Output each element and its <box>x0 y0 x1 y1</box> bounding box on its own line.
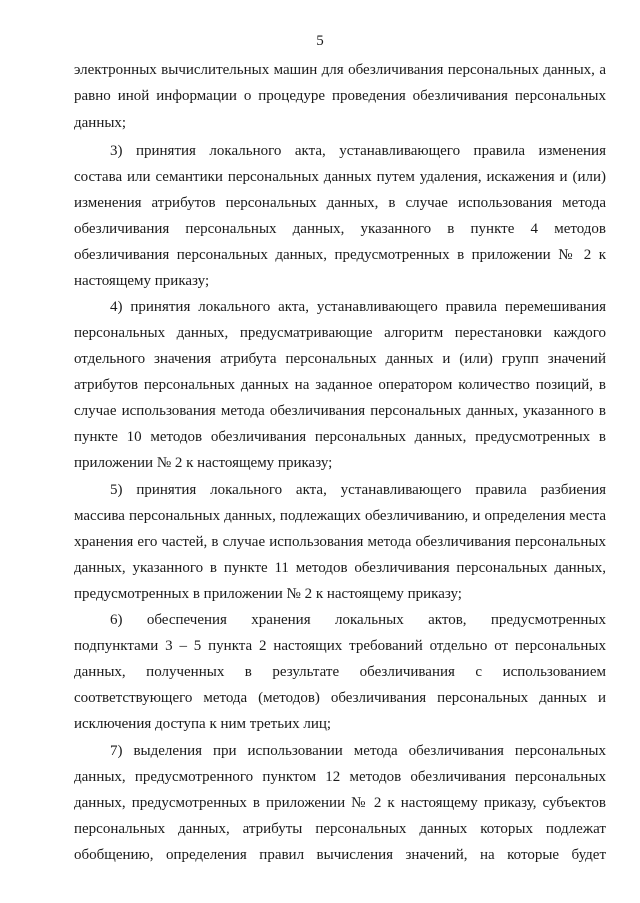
text-line: 4) принятия локального акта, устанавливающего правила перемешивания <box>110 299 606 315</box>
text-line: соответствующего метода (методов) обезличивания персональных данных и <box>74 690 606 706</box>
text-line: атрибутов персональных данных на заданное оператором количество позиций, в <box>74 377 606 393</box>
text-line: массива персональных данных, подлежащих обезличиванию, и определения места <box>74 508 606 524</box>
text-line: 3) принятия локального акта, устанавливающего правила изменения <box>110 143 606 159</box>
text-line: приложении № 2 к настоящему приказу; <box>74 455 333 471</box>
text-line: отдельного значения атрибута персональных данных и (или) групп значений <box>74 351 606 367</box>
text-line: данных, предусмотренного пунктом 12 методов обезличивания персональных <box>74 769 606 785</box>
text-line: 5) принятия локального акта, устанавливающего правила разбиения <box>110 482 606 498</box>
text-line: персональных данных, атрибуты персональных данных которых подлежат <box>74 821 606 837</box>
text-line: равно иной информации о процедуре проведения обезличивания персональных <box>74 88 606 104</box>
text-line: случае использования метода обезличивания персональных данных, указанного в <box>74 403 606 419</box>
text-line: данных, предусмотренных в приложении № 2 к настоящему приказу, субъектов <box>74 795 606 811</box>
text-line: предусмотренных в приложении № 2 к настоящему приказу; <box>74 586 462 602</box>
text-line: изменения атрибутов персональных данных, в случае использования метода <box>74 195 606 211</box>
text-line: обобщению, определения правил вычисления значений, на которые будет <box>74 847 606 863</box>
text-line: обезличивания персональных данных, указанного в пункте 4 методов <box>74 221 606 237</box>
text-line: данных, полученных в результате обезличивания с использованием <box>74 664 606 680</box>
text-line: 7) выделения при использовании метода обезличивания персональных <box>110 743 606 759</box>
text-line: персональных данных, предусматривающие алгоритм перестановки каждого <box>74 325 606 341</box>
text-line: электронных вычислительных машин для обезличивания персональных данных, а <box>74 62 606 78</box>
text-line: обезличивания персональных данных, предусмотренных в приложении № 2 к <box>74 247 606 263</box>
text-line: данных; <box>74 115 127 131</box>
page-number: 5 <box>316 33 324 49</box>
text-line: 6) обеспечения хранения локальных актов, предусмотренных <box>110 612 606 628</box>
text-line: пункте 10 методов обезличивания персональных данных, предусмотренных в <box>74 429 606 445</box>
text-line: настоящему приказу; <box>74 273 210 289</box>
text-line: хранения его частей, в случае использования метода обезличивания персональных <box>74 534 606 550</box>
text-line: исключения доступа к ним третьих лиц; <box>74 716 332 732</box>
text-line: данных, указанного в пункте 11 методов обезличивания персональных данных, <box>74 560 606 576</box>
text-line: подпунктами 3 – 5 пункта 2 настоящих требований отдельно от персональных <box>74 638 606 654</box>
text-line: состава или семантики персональных данных путем удаления, искажения и (или) <box>74 169 606 185</box>
